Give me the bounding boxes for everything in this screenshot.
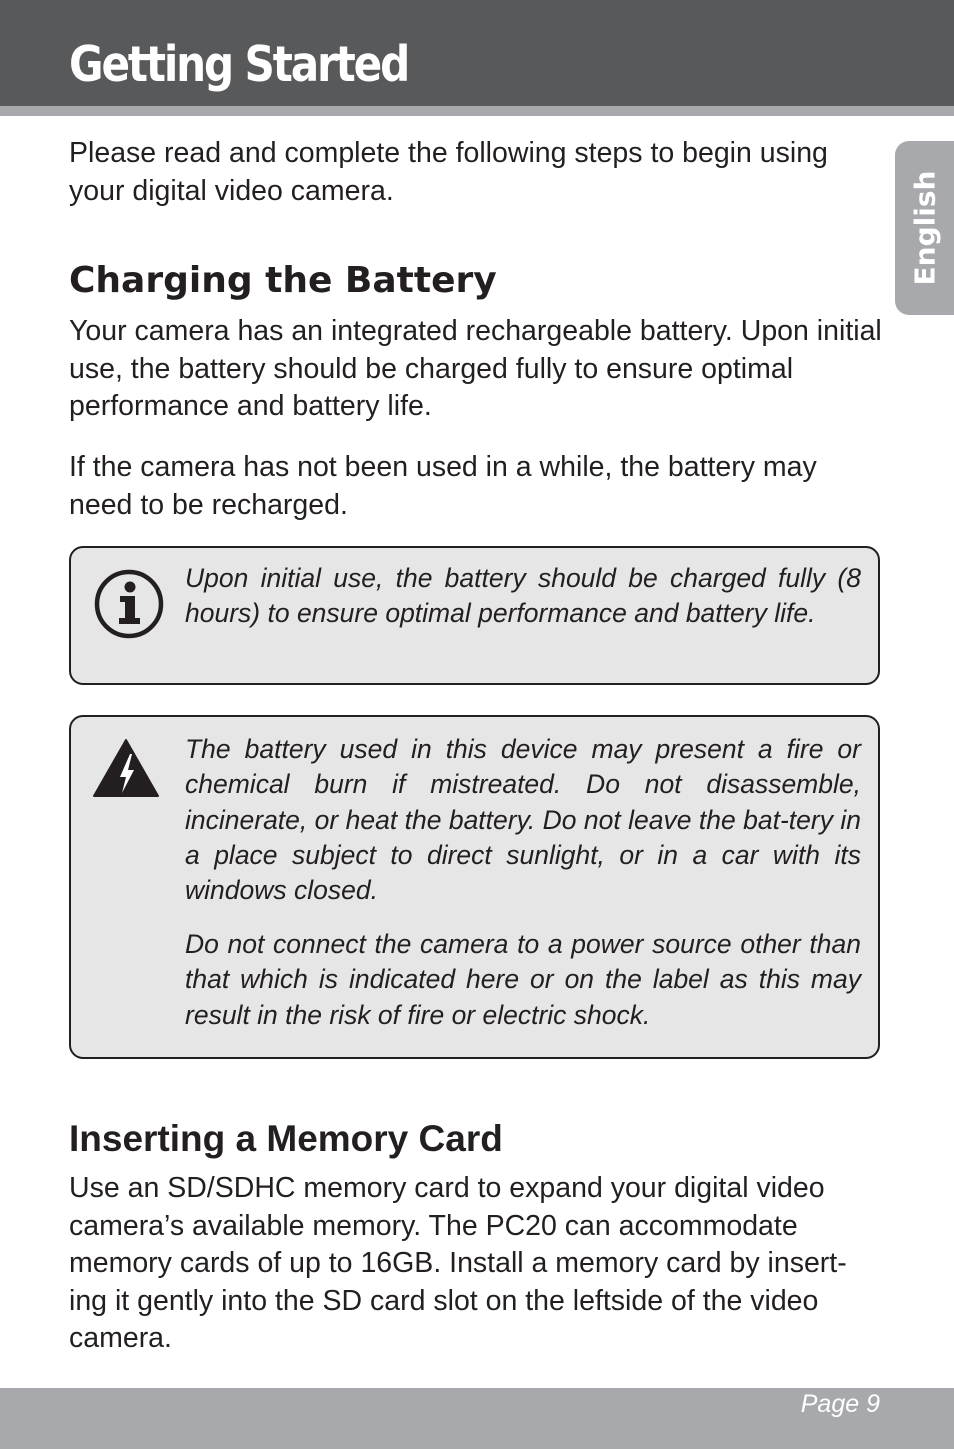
language-tab-label: English bbox=[908, 170, 942, 286]
charging-paragraph-2: If the camera has not been used in a while, the battery may need to be recharged. bbox=[69, 451, 817, 521]
page-title: Getting Started bbox=[69, 36, 409, 93]
header-divider bbox=[0, 106, 954, 116]
charging-heading: Charging the Battery bbox=[69, 260, 497, 301]
warning-note-text-2: Do not connect the camera to a power source other than that which is indicated here or on the label as this may result in the risk of fire or electric shock. bbox=[185, 929, 861, 1030]
info-icon bbox=[93, 568, 165, 640]
page-number: Page 9 bbox=[800, 1390, 880, 1418]
intro-paragraph: Please read and complete the following steps to begin using your digital video camera. bbox=[69, 137, 828, 207]
warning-note-text-1: The battery used in this device may present a fire or chemical burn if mistreated. Do not disassemble, incinerate, or heat the battery. Do not leave the bat-tery in a place subject to direct sunlight, or in a car with its windows closed. bbox=[185, 734, 861, 906]
info-note-text: Upon initial use, the battery should be charged fully (8 hours) to ensure optimal performance and battery life. bbox=[185, 563, 861, 629]
memory-card-heading: Inserting a Memory Card bbox=[69, 1118, 503, 1159]
warning-icon bbox=[92, 737, 160, 799]
info-note bbox=[69, 546, 880, 685]
charging-paragraph-1: Your camera has an integrated rechargeable battery. Upon initial use, the battery should be charged fully to ensure optimal performance and battery life. bbox=[69, 315, 882, 422]
warning-note bbox=[69, 715, 880, 1059]
memory-card-paragraph: Use an SD/SDHC memory card to expand your digital video camera’s available memory. The PC20 can accommodate memory cards of up to 16GB. Install a memory card by insert-ing it gently into the SD card slot on the leftside of the video camera. bbox=[69, 1172, 847, 1354]
